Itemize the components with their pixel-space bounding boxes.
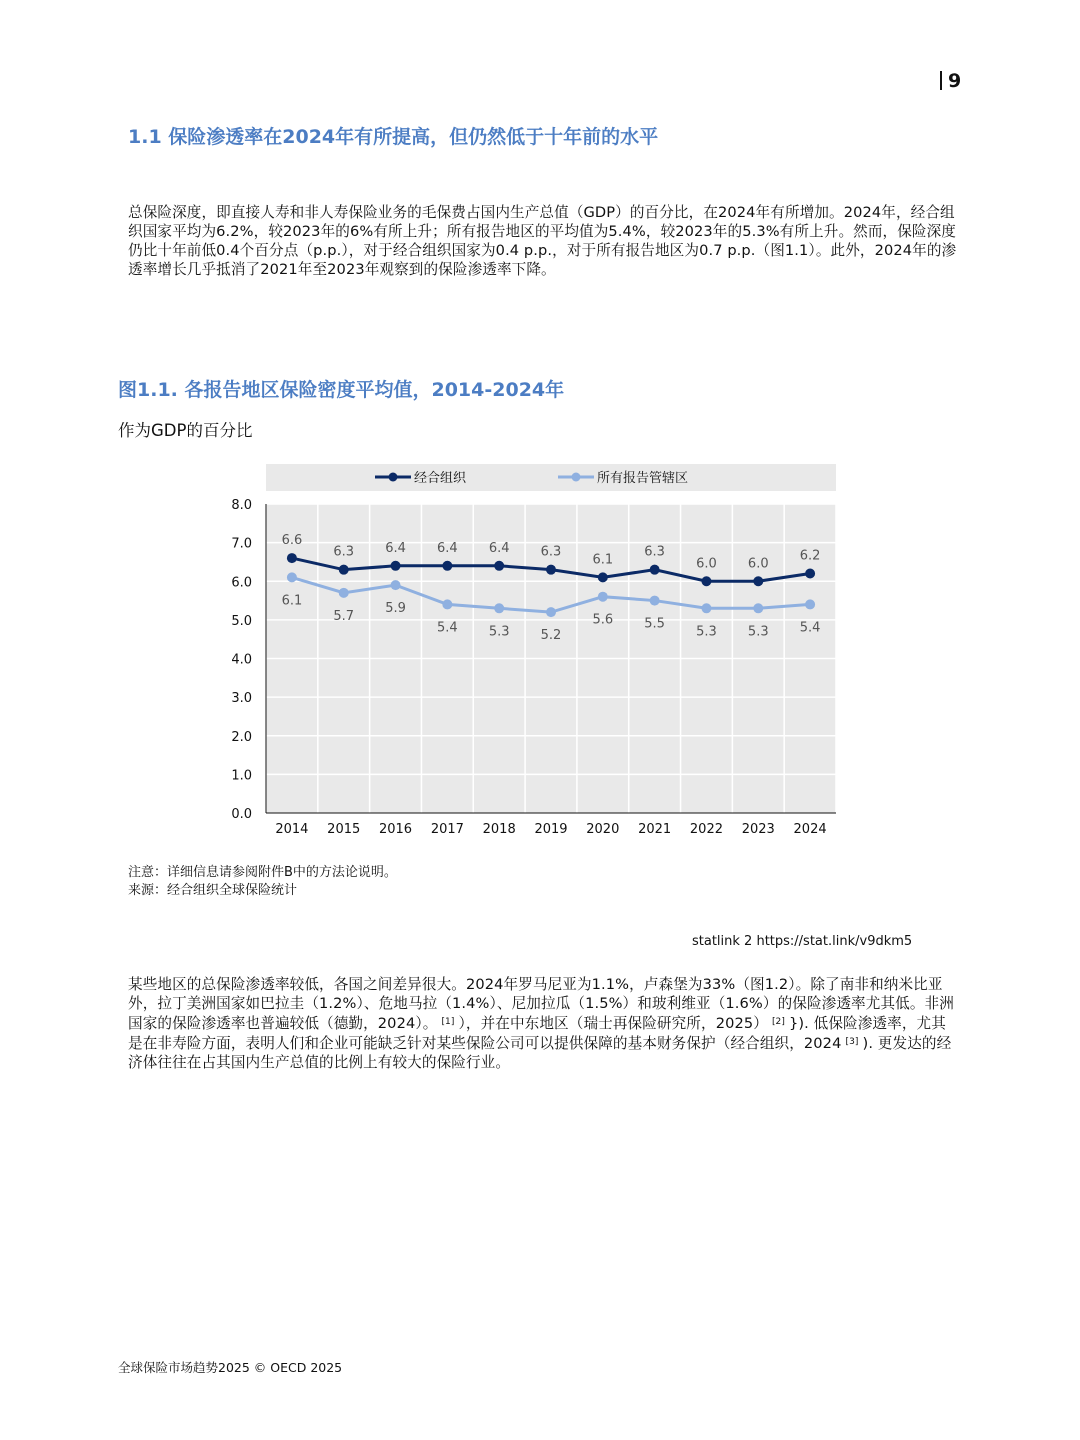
data-point-series-1 xyxy=(339,588,349,598)
data-point-series-1 xyxy=(287,572,297,582)
page-number-divider xyxy=(940,71,942,90)
x-tick-label: 2022 xyxy=(689,822,724,837)
x-tick-label: 2024 xyxy=(793,822,827,837)
y-tick-label: 0.0 xyxy=(231,807,252,822)
data-label-series-0: 6.4 xyxy=(385,540,406,556)
data-label-series-1: 5.9 xyxy=(385,601,406,617)
paragraph2-part-a: 某些地区的总保险渗透率较低，各国之间差异很大。2024年罗马尼亚为1.1%，卢森堡为33%（图1.2）。除了南非和纳米比亚外，拉丁美洲国家如巴拉圭（1.2%）、危地马拉（1.4%）、尼加拉瓜（1.5%）和玻利维亚（1.6%）的保险渗透率尤其低。非洲国家的保险渗透率也普遍较低（德勤，2024）。 xyxy=(128,976,954,1032)
y-tick-label: 6.0 xyxy=(231,575,252,591)
y-tick-label: 3.0 xyxy=(231,691,252,707)
x-tick-label: 2021 xyxy=(638,822,672,837)
y-tick-label: 4.0 xyxy=(231,652,252,668)
section-title: 1.1 保险渗透率在2024年有所提高，但仍然低于十年前的水平 xyxy=(128,126,659,148)
paragraph2-part-d: ). 更发达的经济体往往在占其国内生产总值的比例上有较大的保险行业。 xyxy=(128,1035,952,1071)
data-point-series-0 xyxy=(598,572,608,582)
paragraph2-part-c: }). 低保险渗透率，尤其是在非寿险方面，表明人们和企业可能缺乏针对某些保险公司可以提供保障的基本财务保护（经合组织，2024 xyxy=(128,1015,946,1052)
y-tick-label: 7.0 xyxy=(231,536,252,552)
data-label-series-1: 5.2 xyxy=(540,628,562,644)
x-tick-label: 2014 xyxy=(275,822,309,837)
figure-title: 图1.1. 各报告地区保险密度平均值，2014-2024年 xyxy=(118,379,565,401)
y-tick-label: 5.0 xyxy=(231,613,252,629)
page-number-text: 9 xyxy=(948,70,962,92)
legend-label-all: 所有报告管辖区 xyxy=(597,471,689,486)
data-label-series-1: 5.4 xyxy=(799,620,821,636)
x-tick-label: 2017 xyxy=(430,822,464,837)
data-point-series-0 xyxy=(805,569,815,579)
figure-note: 注意：详细信息请参阅附件B中的方法论说明。 xyxy=(128,865,397,880)
y-tick-label: 2.0 xyxy=(231,729,252,745)
data-label-series-1: 5.3 xyxy=(696,624,717,640)
data-label-series-0: 6.6 xyxy=(281,533,303,549)
data-label-series-1: 5.6 xyxy=(592,612,614,628)
data-label-series-0: 6.4 xyxy=(437,540,458,556)
x-tick-label: 2020 xyxy=(586,822,620,837)
x-tick-label: 2018 xyxy=(482,822,516,837)
body-paragraph-2 xyxy=(128,975,958,1072)
data-point-series-0 xyxy=(546,565,556,575)
data-label-series-1: 5.7 xyxy=(333,608,355,624)
data-label-series-1: 5.4 xyxy=(437,620,458,636)
data-point-series-1 xyxy=(546,607,556,617)
x-tick-label: 2023 xyxy=(741,822,775,837)
data-label-series-1: 5.5 xyxy=(644,616,665,632)
data-point-series-1 xyxy=(391,580,401,590)
data-point-series-0 xyxy=(339,565,349,575)
citation-ref-1[interactable]: [1] xyxy=(441,1017,455,1027)
data-label-series-1: 6.1 xyxy=(281,593,303,609)
statlink[interactable]: statlink 2 https://stat.link/v9dkm5 xyxy=(692,934,913,949)
data-label-series-0: 6.3 xyxy=(540,544,562,560)
citation-ref-2[interactable]: [2] xyxy=(771,1017,785,1027)
line-chart xyxy=(210,460,850,850)
x-tick-label: 2019 xyxy=(534,822,568,837)
data-point-series-1 xyxy=(753,603,763,613)
data-point-series-0 xyxy=(287,553,297,563)
legend-marker-oecd xyxy=(389,473,398,482)
data-point-series-1 xyxy=(805,599,815,609)
data-label-series-0: 6.4 xyxy=(488,540,510,556)
data-label-series-0: 6.0 xyxy=(747,556,769,572)
data-label-series-0: 6.1 xyxy=(592,552,614,568)
page-number xyxy=(940,70,961,92)
data-point-series-0 xyxy=(650,565,660,575)
body-paragraph-1: 总保险深度，即直接人寿和非人寿保险业务的毛保费占国内生产总值（GDP）的百分比，在2024年有所增加。2024年，经合组织国家平均为6.2%，较2023年的6%有所上升；所有报告地区的平均值为5.4%，较2023年的5.3%有所上升。然而，保险深度仍比十年前低0.4个百分点（p.p.），对于经合组织国家为0.4 p.p.，对于所有报告地区为0.7 p.p.（图1.1）。此外，2024年的渗透率增长几乎抵消了2021年至2023年观察到的保险渗透率下降。 xyxy=(128,204,957,278)
data-point-series-1 xyxy=(598,592,608,602)
data-label-series-0: 6.3 xyxy=(333,544,355,560)
figure-source: 来源：经合组织全球保险统计 xyxy=(128,883,298,898)
page-footer: 全球保险市场趋势2025 © OECD 2025 xyxy=(118,1360,343,1375)
data-label-series-1: 5.3 xyxy=(747,624,769,640)
data-label-series-1: 5.3 xyxy=(488,624,510,640)
data-point-series-0 xyxy=(494,561,504,571)
data-point-series-1 xyxy=(650,596,660,606)
data-point-series-1 xyxy=(494,603,504,613)
data-point-series-0 xyxy=(442,561,452,571)
legend-background xyxy=(266,464,836,491)
paragraph2-part-b: ），并在中东地区（瑞士再保险研究所，2025） xyxy=(458,1015,768,1032)
data-label-series-0: 6.3 xyxy=(644,544,665,560)
x-tick-label: 2015 xyxy=(327,822,361,837)
citation-ref-3[interactable]: [3] xyxy=(845,1037,859,1047)
data-point-series-1 xyxy=(701,603,711,613)
data-point-series-1 xyxy=(442,599,452,609)
data-label-series-0: 6.2 xyxy=(799,548,821,564)
data-point-series-0 xyxy=(753,576,763,586)
legend-label-oecd: 经合组织 xyxy=(414,471,467,486)
y-tick-label: 1.0 xyxy=(231,768,252,784)
data-point-series-0 xyxy=(391,561,401,571)
legend-marker-all xyxy=(572,473,581,482)
figure-subtitle: 作为GDP的百分比 xyxy=(118,421,253,440)
data-label-series-0: 6.0 xyxy=(696,556,717,572)
data-point-series-0 xyxy=(701,576,711,586)
x-tick-label: 2016 xyxy=(378,822,413,837)
y-tick-label: 8.0 xyxy=(231,498,252,513)
